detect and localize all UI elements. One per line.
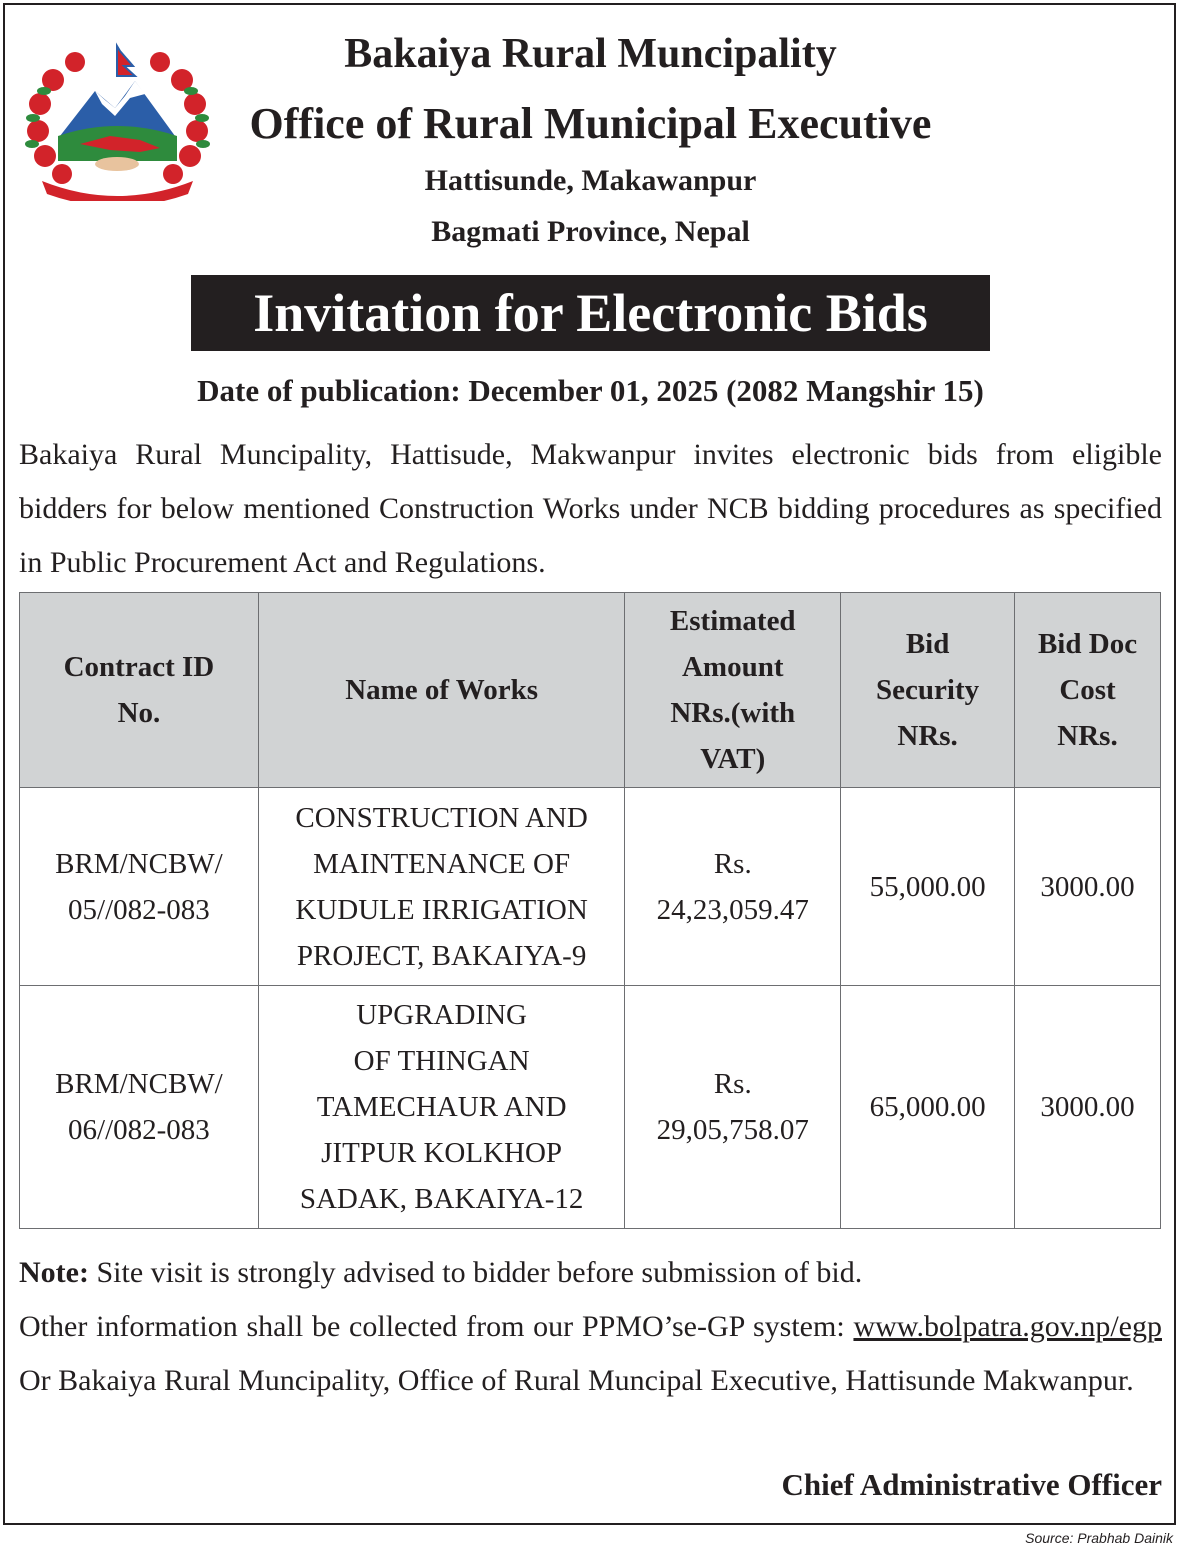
publication-date: Date of publication: December 01, 2025 (2082 Mangshir 15) — [197, 373, 984, 408]
bid-doc-cost-cell: 3000.00 — [1015, 986, 1161, 1229]
work-name-cell — [258, 788, 624, 986]
header-estimated-amount — [625, 593, 841, 788]
work-name-line: KUDULE IRRIGATION — [295, 893, 588, 926]
table-row — [20, 986, 1161, 1229]
contract-id-line: BRM/NCBW/ — [55, 847, 223, 880]
header-bid-security-label: Bid Security NRs. — [876, 628, 980, 752]
contract-id-line: 05//082-083 — [68, 893, 210, 926]
note-text: Site visit is strongly advised to bidder before submission of bid. — [88, 1256, 863, 1289]
work-name-line: UPGRADING — [356, 999, 527, 1031]
notes-section — [19, 1246, 1162, 1408]
work-name-line: SADAK, BAKAIYA-12 — [299, 1183, 584, 1215]
info-prefix: Other information shall be collected from our PPMO’se-GP system: — [19, 1310, 854, 1343]
note-line — [19, 1246, 1162, 1300]
egp-link[interactable]: www.bolpatra.gov.np/egp — [853, 1310, 1162, 1343]
office-address: Hattisunde, Makawanpur — [424, 164, 757, 197]
notice-title: Invitation for Electronic Bids — [253, 283, 928, 343]
bid-security-cell: 55,000.00 — [841, 788, 1015, 986]
contract-id-line: 06//082-083 — [68, 1114, 210, 1146]
bids-table — [19, 592, 1161, 1229]
table-header-row — [20, 593, 1161, 788]
notice-title-banner — [191, 275, 990, 351]
signatory-title: Chief Administrative Officer — [781, 1467, 1162, 1502]
intro-paragraph: Bakaiya Rural Muncipality, Hattisude, Makwanpur invites electronic bids from eligible bidders for below mentioned Construction Works under NCB bidding procedures as specified in Public Procurement Act and Regulations. — [19, 438, 1162, 579]
info-suffix: Or Bakaiya Rural Muncipality, Office of Rural Muncipal Executive, Hattisunde Makwanpur. — [19, 1364, 1134, 1397]
table-row — [20, 788, 1161, 986]
amount-value: 24,23,059.47 — [656, 893, 809, 926]
note-label: Note: — [19, 1256, 89, 1289]
office-name: Office of Rural Municipal Executive — [249, 99, 932, 148]
amount-value: 29,05,758.07 — [656, 1114, 809, 1146]
estimated-amount-cell — [625, 788, 841, 986]
work-name-line: PROJECT, BAKAIYA-9 — [296, 939, 587, 972]
municipality-name: Bakaiya Rural Muncipality — [344, 31, 837, 77]
header-name-of-works: Name of Works — [258, 593, 624, 788]
work-name-line: OF THINGAN — [353, 1045, 530, 1077]
office-province: Bagmati Province, Nepal — [431, 215, 750, 248]
work-name-line: MAINTENANCE OF — [313, 847, 571, 880]
header-bid-security — [841, 593, 1015, 788]
work-name-cell — [258, 986, 624, 1229]
header-contract-id-label: Contract ID No. — [63, 651, 215, 729]
header-bid-doc-cost — [1015, 593, 1161, 788]
contract-id-line: BRM/NCBW/ — [55, 1068, 223, 1100]
contract-id-cell — [20, 986, 259, 1229]
work-name-line: CONSTRUCTION AND — [295, 801, 588, 834]
bid-doc-cost-cell: 3000.00 — [1015, 788, 1161, 986]
source-credit: Source: Prabhab Dainik — [1025, 1530, 1173, 1546]
header-contract-id — [20, 593, 259, 788]
amount-currency: Rs. — [713, 1068, 752, 1100]
work-name-line: TAMECHAUR AND — [316, 1091, 567, 1123]
work-name-line: JITPUR KOLKHOP — [321, 1137, 563, 1169]
header-estimated-amount-label: Estimated Amount NRs.(with VAT) — [669, 605, 796, 775]
header-bid-doc-cost-label: Bid Doc Cost NRs. — [1037, 628, 1138, 752]
contract-id-cell — [20, 788, 259, 986]
amount-currency: Rs. — [713, 847, 752, 880]
estimated-amount-cell — [625, 986, 841, 1229]
bid-security-cell: 65,000.00 — [841, 986, 1015, 1229]
info-paragraph — [19, 1300, 1162, 1408]
